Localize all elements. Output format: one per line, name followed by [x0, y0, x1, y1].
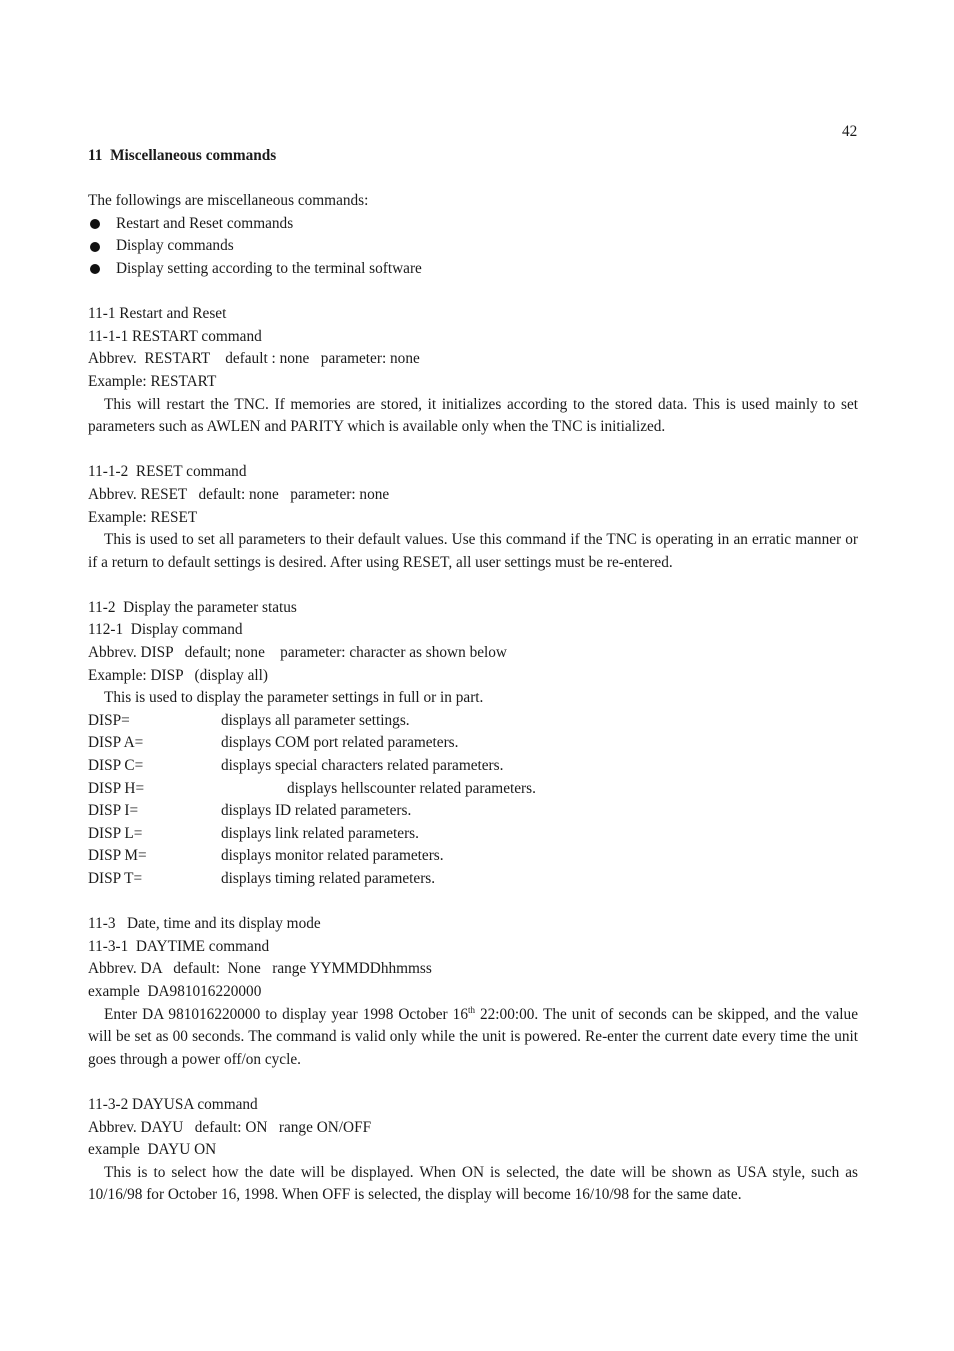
command-example: example DA981016220000 [88, 982, 262, 1000]
command-example: Example: DISP (display all) [88, 666, 268, 684]
command-abbrev: Abbrev. RESTART default : none parameter: none [88, 350, 420, 368]
command-description: This will restart the TNC. If memories are stored, it initializes according to the stored data. This is used mainly to set parameters such as AWLEN and PARITY which is available only when the TNC is initialized. [88, 395, 858, 436]
disp-option-command: DISP A= [88, 734, 144, 752]
list-item: Display setting according to the terminal software [88, 258, 858, 281]
disp-option-row [88, 755, 858, 778]
command-title: 11-1-2 RESET command [88, 463, 247, 481]
page-number: 42 [842, 123, 858, 140]
command-description: This is to select how the date will be displayed. When ON is selected, the date will be shown as USA style, such as 10/16/98 for October 16, 1998. When OFF is selected, the display will become 16/10/98 for the same date. [88, 1163, 858, 1204]
disp-option-description: displays hellscounter related parameters. [287, 779, 536, 797]
disp-option-row [88, 778, 858, 801]
list-item: Display commands [88, 235, 858, 258]
disp-option-description: displays ID related parameters. [221, 802, 412, 820]
page-content [88, 145, 858, 1207]
command-description: Enter DA 981016220000 to display year 1998 October 16th 22:00:00. The unit of seconds can be skipped, and the value will be set as 00 seconds. The command is valid only while the unit is powered. Re-enter the current date every time the unit goes through a power off/on cycle. [88, 1004, 858, 1068]
bullet-icon [88, 258, 116, 281]
section-title: 11 Miscellaneous commands [88, 147, 277, 164]
command-description: This is used to display the parameter settings in full or in part. [104, 689, 484, 707]
disp-option-description: displays monitor related parameters. [221, 847, 444, 865]
disp-option-command: DISP L= [88, 824, 143, 842]
disp-option-description: displays special characters related parameters. [221, 757, 504, 775]
command-example: Example: RESET [88, 508, 198, 526]
command-title: 112-1 Display command [88, 621, 243, 639]
command-description: This is used to set all parameters to their default values. Use this command if the TNC is operating in an erratic manner or if a return to default settings is desired. After using RESET, all user settings must be re-entered. [88, 531, 858, 571]
intro-text: The followings are miscellaneous commands: [88, 192, 369, 210]
command-title: 11-3-1 DAYTIME command [88, 937, 270, 955]
command-example: Example: RESTART [88, 372, 217, 390]
command-abbrev: Abbrev. DA default: None range YYMMDDhhmmss [88, 960, 432, 978]
disp-option-command: DISP= [88, 711, 130, 729]
disp-option-command: DISP H= [88, 779, 145, 797]
bullet-icon [88, 213, 116, 236]
disp-option-description: displays link related parameters. [221, 824, 419, 842]
disp-option-row [88, 845, 858, 868]
disp-option-description: displays timing related parameters. [221, 870, 436, 887]
disp-option-description: displays COM port related parameters. [221, 734, 459, 752]
disp-option-command: DISP M= [88, 847, 147, 865]
disp-option-description: displays all parameter settings. [221, 711, 410, 729]
subsection-title: 11-2 Display the parameter status [88, 598, 297, 616]
command-title: 11-1-1 RESTART command [88, 327, 262, 345]
command-abbrev: Abbrev. DISP default; none parameter: character as shown below [88, 644, 507, 662]
bullet-icon [88, 235, 116, 258]
list-item: Restart and Reset commands [88, 213, 858, 236]
command-abbrev: Abbrev. RESET default: none parameter: none [88, 485, 390, 503]
disp-option-row [88, 800, 858, 823]
disp-option-row [88, 823, 858, 846]
disp-option-row [88, 732, 858, 755]
disp-option-command: DISP C= [88, 757, 144, 775]
disp-option-row [88, 868, 858, 891]
command-abbrev: Abbrev. DAYU default: ON range ON/OFF [88, 1118, 372, 1136]
command-example: example DAYU ON [88, 1141, 217, 1159]
command-title: 11-3-2 DAYUSA command [88, 1095, 258, 1113]
subsection-title: 11-1 Restart and Reset [88, 305, 227, 323]
disp-option-row [88, 710, 858, 733]
disp-option-command: DISP T= [88, 870, 143, 887]
subsection-title: 11-3 Date, time and its display mode [88, 915, 321, 933]
disp-option-command: DISP I= [88, 802, 139, 820]
